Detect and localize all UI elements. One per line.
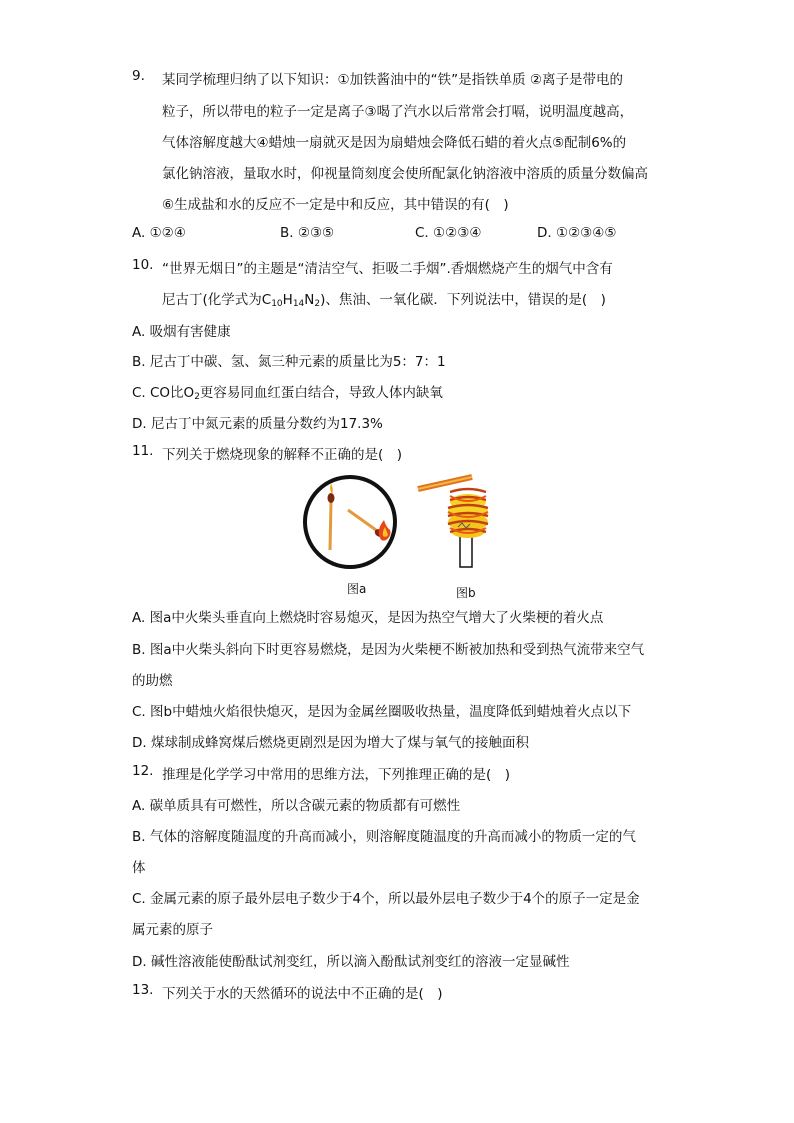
option-a[interactable]: A. 碳单质具有可燃性，所以含碳元素的物质都有可燃性 — [132, 798, 461, 814]
question-number: 10. — [132, 257, 154, 273]
option-c[interactable]: C. 图b中蜡烛火焰很快熄灭，是因为金属丝圈吸收热量，温度降低到蜡烛着火点以下 — [132, 704, 632, 720]
option-b-continued: 的助燃 — [132, 673, 173, 689]
option-c-continued: 属元素的原子 — [132, 922, 213, 938]
option-a[interactable]: A. 图a中火柴头垂直向上燃烧时容易熄灭，是因为热空气增大了火柴梗的着火点 — [132, 610, 604, 626]
figure-b-caption: 图b — [456, 586, 476, 600]
figure-a-caption: 图a — [347, 582, 367, 596]
option-c[interactable]: C. ①②③④ — [415, 225, 482, 241]
question-text-line: 气体溶解度越大④蜡烛一扇就灭是因为扇蜡烛会降低石蜡的着火点⑤配制6%的 — [162, 135, 627, 151]
question-text-line: 下列关于燃烧现象的解释不正确的是( ) — [162, 447, 403, 463]
question-text-line: ⑥生成盐和水的反应不一定是中和反应，其中错误的有( ) — [162, 197, 509, 213]
question-text-line: 下列关于水的天然循环的说法中不正确的是( ) — [162, 986, 443, 1002]
question-number: 9. — [132, 68, 145, 84]
option-c[interactable]: C. CO比$O_2$更容易同血红蛋白结合，导致人体内缺氧 — [132, 385, 443, 402]
question-text-line: 某同学梳理归纳了以下知识：①加铁酱油中的“铁”是指铁单质 ②离子是带电的 — [162, 72, 623, 88]
question-number: 13. — [132, 982, 154, 998]
question-text-line: 推理是化学学习中常用的思维方法，下列推理正确的是( ) — [162, 767, 511, 783]
option-c[interactable]: C. 金属元素的原子最外层电子数少于4个，所以最外层电子数少于4个的原子一定是金 — [132, 891, 640, 907]
option-b[interactable]: B. 尼古丁中碳、氢、氮三种元素的质量比为5：7：1 — [132, 354, 446, 370]
option-a[interactable]: A. ①②④ — [132, 225, 186, 241]
question-number: 11. — [132, 443, 154, 459]
option-d[interactable]: D. 煤球制成蜂窝煤后燃烧更剧烈是因为增大了煤与氧气的接触面积 — [132, 735, 529, 751]
option-b-continued: 体 — [132, 860, 146, 876]
option-a[interactable]: A. 吸烟有害健康 — [132, 324, 231, 340]
question-text-line: 氯化钠溶液，量取水时，仰视量筒刻度会使所配氯化钠溶液中溶质的质量分数偏高 — [162, 166, 648, 182]
figure-a-matches-illustration — [305, 477, 395, 567]
figure-b-candle-coil-illustration — [418, 477, 488, 567]
question-text-line: “世界无烟日”的主题是“清洁空气、拒吸二手烟”.香烟燃烧产生的烟气中含有 — [162, 261, 613, 277]
combustion-illustration — [300, 472, 510, 602]
option-d[interactable]: D. 碱性溶液能使酚酞试剂变红，所以滴入酚酞试剂变红的溶液一定显碱性 — [132, 954, 570, 970]
option-b[interactable]: B. 图a中火柴头斜向下时更容易燃烧，是因为火柴梗不断被加热和受到热气流带来空气 — [132, 642, 645, 658]
question-text-line: 尼古丁(化学式为$C_{10}H_{14}N_2$)、焦油、一氧化碳．下列说法中，错误的是( ) — [162, 292, 606, 309]
answer-options — [132, 225, 672, 241]
question-number: 12. — [132, 763, 154, 779]
question-text-line: 粒子，所以带电的粒子一定是离子③喝了汽水以后常常会打嗝，说明温度越高， — [162, 104, 634, 120]
combustion-figure — [300, 472, 510, 602]
option-b[interactable]: B. ②③⑤ — [280, 225, 335, 241]
option-d[interactable]: D. 尼古丁中氮元素的质量分数约为17.3% — [132, 416, 383, 432]
option-b[interactable]: B. 气体的溶解度随温度的升高而减小，则溶解度随温度的升高而减小的物质一定的气 — [132, 829, 636, 845]
option-d[interactable]: D. ①②③④⑤ — [537, 225, 617, 241]
